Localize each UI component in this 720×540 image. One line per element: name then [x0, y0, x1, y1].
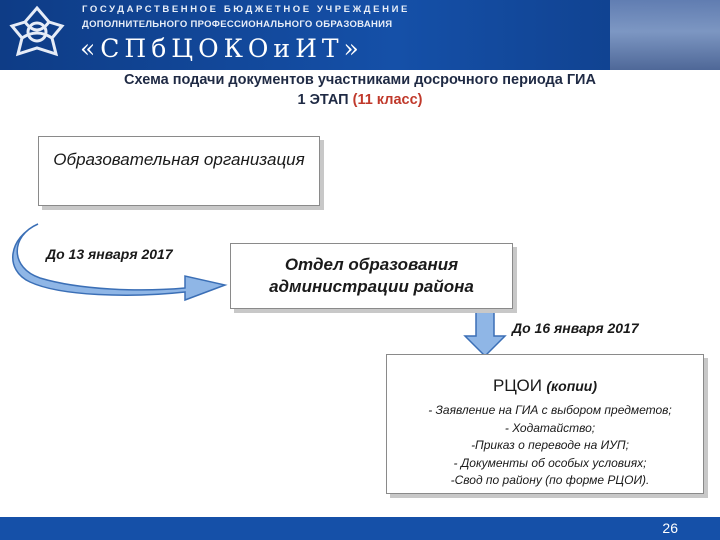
- page-number: 26: [662, 520, 678, 536]
- brand-name: «СПбЦОКОиИТ»: [80, 34, 364, 63]
- district-label: Отдел образования администрации района: [269, 255, 474, 296]
- rcoi-subtitle: (копии): [546, 378, 598, 394]
- district-box: [230, 243, 513, 309]
- org-name-line1: ГОСУДАРСТВЕННОЕ БЮДЖЕТНОЕ УЧРЕЖДЕНИЕ: [82, 4, 410, 15]
- class-label: (11 класс): [352, 92, 423, 108]
- down-arrow-icon: [465, 311, 505, 356]
- school-box: [38, 136, 320, 206]
- slide-title-line1: Схема подачи документов участниками досрочного периода ГИА: [124, 72, 596, 88]
- list-item: -Свод по району (по форме РЦОИ).: [450, 473, 650, 487]
- rcoi-title: РЦОИ: [492, 376, 542, 395]
- stage-label: 1 ЭТАП: [297, 92, 353, 108]
- footer-bar: [0, 517, 720, 540]
- list-item: - Заявление на ГИА с выбором предметов;: [428, 403, 672, 417]
- list-item: -Приказ о переводе на ИУП;: [471, 438, 629, 452]
- second-deadline: До 16 января 2017: [512, 320, 639, 336]
- curved-arrow-icon: [13, 224, 225, 300]
- list-item: - Ходатайство;: [504, 420, 596, 435]
- rcoi-heading: [386, 376, 704, 396]
- org-name-line2: ДОПОЛНИТЕЛЬНОГО ПРОФЕССИОНАЛЬНОГО ОБРАЗОВАНИЯ: [82, 19, 393, 30]
- list-item: - Документы об особых условиях;: [453, 455, 647, 470]
- documents-list: [390, 402, 710, 490]
- school-label: Образовательная организация: [53, 150, 305, 169]
- first-deadline: До 13 января 2017: [46, 246, 173, 262]
